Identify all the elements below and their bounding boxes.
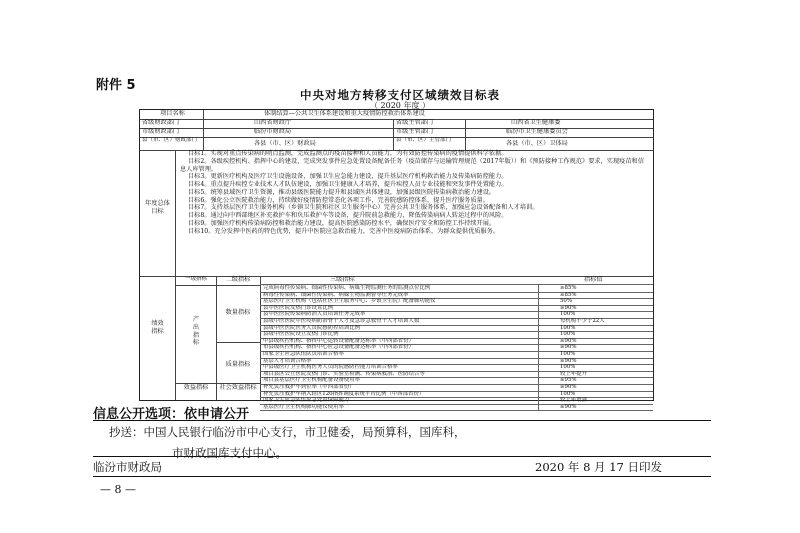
column-divider	[538, 377, 539, 384]
cc-line2: 市财政国库支付中心。	[172, 446, 287, 460]
column-divider	[538, 292, 539, 299]
indicator-value: ≥85%	[560, 285, 577, 291]
indicator-value: ≥95%	[560, 377, 577, 384]
indicator-value: 每机构不少于22人	[560, 318, 605, 324]
project-label: 项目名称	[140, 110, 204, 119]
column-divider	[538, 384, 539, 391]
county-row	[140, 137, 653, 151]
column-divider	[538, 311, 539, 318]
indicator-name: 县中医医院传染病防治人员培训任务完成率	[263, 311, 366, 318]
city-fin-label: 市级财政部门	[140, 128, 204, 137]
indicators-section	[140, 276, 653, 410]
goal-item: 目标8。通过向中西部地区补充救护车和负压救护车等设备，提升院前急救能力，降低传染病病人转运过程中的风险。	[188, 212, 508, 219]
value-header: 指标值	[584, 276, 603, 283]
city-health: 临汾市卫生健康委员会	[506, 128, 568, 135]
level3-header: 三级指标	[330, 276, 355, 283]
divider-top	[93, 420, 711, 421]
table-year: （ 2020 年度 ）	[370, 101, 430, 110]
project-name: 体制结算—公共卫生体系建设和重大疫情防控救治体系建设	[264, 110, 425, 117]
indicator-name: 基层医疗卫生机构肺功能仪使用率	[263, 403, 344, 410]
indicator-value: 100%	[560, 324, 576, 331]
goal-item: 目标5。统筹县域医疗卫生资源，推动县级医院能力提升和县域医共体建设，加强县级医院传染病救治能力建设。	[188, 188, 496, 196]
level2-column	[216, 276, 261, 400]
divider-bottom	[93, 476, 711, 477]
column-divider	[538, 318, 539, 325]
city-fin: 临汾市财政局	[204, 128, 394, 137]
goals-text	[180, 150, 649, 235]
indicator-value: 较上年提升	[560, 370, 587, 377]
indicator-value: ≥90%	[560, 384, 577, 390]
level2-quantity: 数量指标	[216, 285, 260, 343]
column-divider	[538, 305, 539, 312]
cc-line1: 中国人民银行临汾市中心支行，市卫健委，局预算科，国库科，	[143, 425, 466, 439]
indicator-name: 项目县区公立医院发热门诊、实验室检测、传染病救治、医防结合等	[263, 370, 425, 377]
print-date: 2020 年 8 月 17 日印发	[535, 460, 662, 474]
divider-middle	[93, 456, 711, 457]
county-health-label: 县（市、区）主管部门	[394, 137, 466, 150]
indicator-name: 中县级医疗卫生机构医务人员的院感防控能力培训合格率	[263, 364, 398, 371]
level2-social: 社会效益指标	[216, 383, 260, 400]
indicator-name: 国家卫生应急队伍应急处置保障能力	[263, 397, 350, 404]
county-fin-label: 县（市、区）财政部门	[140, 137, 204, 150]
prov-fin-label: 省级财政部门	[140, 119, 204, 128]
performance-table	[139, 109, 654, 410]
indicator-value: 较上年增强	[560, 397, 587, 404]
column-divider	[538, 397, 539, 404]
indicator-name: 县级中医医院中医疫病防治骨干人才及急诊急救骨干人才培训人数	[263, 318, 420, 324]
column-divider	[538, 285, 539, 292]
level1-column	[176, 276, 217, 400]
indicator-name: 县中医医院发热门诊设置比例	[263, 304, 334, 311]
indicator-value: 100%	[560, 331, 576, 338]
goal-item: 目标3。更新医疗机构及医疗卫生设施设备，加强卫生应急能力建设，提升基层医疗机构救治能力及传染病防控能力。	[188, 173, 508, 181]
level3-rows	[260, 276, 653, 410]
county-fin: 各县（市、区）财政局	[204, 137, 394, 150]
table-title: 中央对地方转移支付区域绩效目标表	[300, 88, 500, 102]
indicator-name: 市县级疾控机构、指挥中心应急设备配备达标率（中西部省份）	[263, 344, 414, 351]
level2-quality: 质量指标	[225, 361, 251, 368]
indicator-name: 中县级疾控机构、指挥中心运转设备配备达标率（中西部省份）	[263, 337, 414, 344]
indicator-value: 100%	[560, 390, 576, 397]
level3-header-row	[260, 276, 653, 285]
indicator-name: 县级中医医院医务人员院感防控培训比例	[263, 324, 361, 331]
county-health: 各县（市、区）卫体局	[506, 140, 568, 147]
indicator-value: ≥90%	[560, 337, 577, 344]
indicator-value: ≥90%	[560, 304, 577, 311]
info-public-option: 信息公开选项：依申请公开	[93, 407, 250, 422]
indicator-value: 100%	[560, 351, 576, 357]
prov-health: 山西省卫生健康委	[511, 119, 561, 126]
indicator-name: 补充负压救护车纳入辖区120指挥调度系统平台比例（中西部省份）	[263, 390, 425, 397]
indicators-label: 绩效指标	[140, 276, 176, 400]
indicator-name: 县级中医医院设立发热门诊比例	[263, 331, 339, 338]
level1-effect: 效益指标	[176, 383, 216, 400]
column-divider	[538, 331, 539, 338]
indicator-name: 基层人才培训合格率	[263, 357, 312, 364]
indicator-name: 国家卫生应急队伍队员培训合格率	[263, 351, 344, 357]
goal-item: 目标9。加强医疗机构传染病防控和救治能力建设，提高医院感染防控水平，确保医疗安全和防控工作持续开展。	[188, 219, 496, 227]
page-number: — 8 —	[100, 483, 136, 496]
goal-item: 目标10。充分发挥中医药的特色优势，提升中医院应急救治能力，完善中医疫病防治体系，为群众提供优质服务。	[188, 227, 500, 235]
goals-row	[140, 150, 653, 277]
goal-item: 目标1。实现对重点传染病的哨点监测，完成监测点的疫苗接种和人员能力，为有效防控传染病的疫情提供科学依据。	[188, 150, 508, 157]
goal-item: 目标4。重点提升疾控专业技术人才队伍建设，加强卫生健康人才培养，提升疾控人员专业技能和突发事件处置能力。	[188, 181, 508, 188]
indicator-name: 补充负压救护车到位率（中西部省份）	[263, 384, 355, 390]
column-divider	[538, 404, 539, 411]
indicator-value: ≥90%	[560, 357, 577, 364]
city-health-label: 市级主管部门	[394, 128, 466, 137]
goal-item: 目标7。支持基层医疗卫生服务机构（乡镇卫生院和社区卫生服务中心）完善公共卫生服务体系，加强应急设备配备和人才培训。	[188, 204, 539, 212]
column-divider	[538, 325, 539, 332]
column-divider	[538, 338, 539, 345]
level1-header: 一级指标	[176, 276, 216, 286]
indicator-value: ≥90%	[560, 344, 577, 351]
indicator-name: 项目县基层医疗卫生机构配备设备使用率	[263, 377, 361, 384]
column-divider	[538, 351, 539, 358]
indicator-name: 基层医疗卫生机构（包括社区卫生服务中心、乡镇卫生院）配备肺功能仪	[263, 298, 436, 305]
goals-label: 年度总体目标	[140, 150, 176, 276]
prov-fin: 山西省财政厅	[204, 119, 394, 128]
column-divider	[538, 358, 539, 365]
prov-health-label: 省级主管部门	[394, 119, 466, 128]
indicator-value: 100%	[560, 364, 576, 371]
indicator-value: 100%	[560, 311, 576, 318]
indicator-value: ≥90%	[560, 403, 577, 410]
issuer: 临汾市财政局	[93, 460, 162, 474]
indicator-value: ≥85%	[560, 291, 577, 298]
column-divider	[538, 391, 539, 398]
goal-item: 目标2。各级疾控机构、指挥中心的建设，完成突发事件应急处置设备配备任务（疫苗储存与运输管理规范（2017年版））和《预防接种工作规范》要求，实现疫苗和信息人库管理。	[180, 157, 644, 173]
column-divider	[538, 364, 539, 371]
level1-output: 产出指标	[192, 316, 200, 347]
column-divider	[538, 298, 539, 305]
indicator-value: 50%	[560, 298, 572, 305]
indicator-name: 病毒性传染病、细菌性传染病、病媒生物监测督导任务完成率	[263, 291, 409, 298]
indicator-name: 完成病毒性传染病、细菌性传染病、病媒生物监测任务的监测点位比例	[263, 285, 431, 291]
cc-label: 抄送：	[109, 425, 144, 439]
annex-label: 附件 5	[96, 78, 136, 93]
column-divider	[538, 371, 539, 378]
cc-block	[109, 422, 709, 464]
goal-item: 目标6。强化公立医院救治能力，持续做好疫情防控常态化各项工作，完善院感防控体系，提升医疗服务质量。	[188, 196, 489, 204]
indicator-row	[260, 404, 653, 412]
column-divider	[538, 344, 539, 351]
level2-header: 二级指标	[216, 276, 260, 286]
